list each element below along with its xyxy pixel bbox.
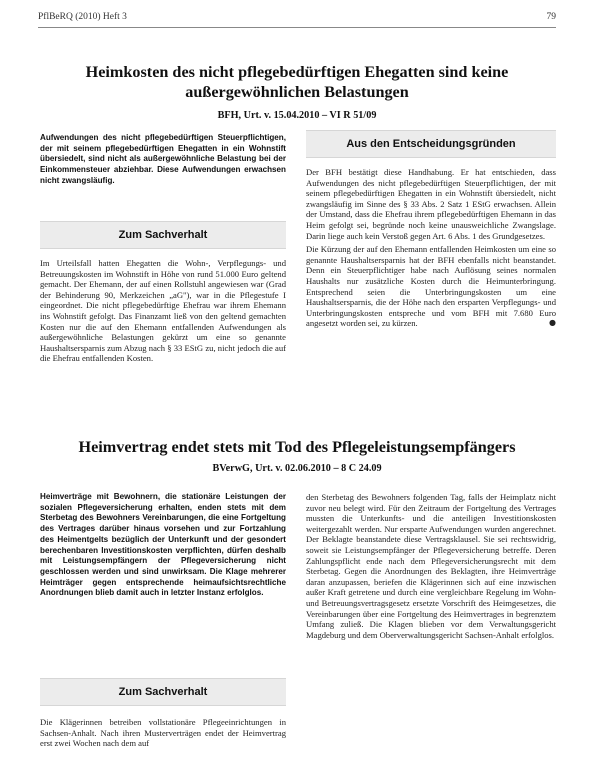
article1-left-column	[40, 133, 286, 190]
article1-citation: BFH, Urt. v. 15.04.2010 – VI R 51/09	[217, 110, 377, 121]
article2-right-text: den Sterbetag des Bewohners folgenden Tag, falls der Heimplatz nicht zuvor neu belegt wird. Für den Zeitraum der Fortgeltung des Vertrages mussten die Unterkunfts- und die anteiligen Investitionskosten weitergezahlt werden. Nur ersparte Aufwendungen wurden angerechnet. Der Beklagte beanstandete diese Vertragsklausel. Sie sei rechtswidrig, soweit sie Leistungsempfänger der Pflegeversicherung betreffe. Deren Zahlungspflicht ende nach dem Pflegeversicherungsrecht mit dem Sterbetag. Gegen die Anordnungen des Beklagten, ihre Heimverträge daran anzupassen, beriefen die Klägerinnen sich auf eine inzwischen außer Kraft getretene und durch eine vergleichbare Regelung im Wohn- und Betreuungsvertragsgesetz ersetzte Vorschrift des Heimgesetzes, die Vereinbarungen über eine Fortgeltung des Heimvertrages in begrenztem Umfang zuließ. Die Klagen blieben vor dem Verwaltungsgericht Magdeburg und dem Oberverwaltungsgericht Sachsen-Anhalt erfolglos.	[306, 492, 556, 640]
journal-issue: PflBeRQ (2010) Heft 3	[38, 12, 127, 22]
article1-sachverhalt-text	[40, 258, 286, 367]
running-head	[38, 12, 556, 26]
article2-sachverhalt: Die Klägerinnen betreiben vollstationäre Pflegeeinrichtungen in Sachsen-Anhalt. Nach ihren Musterverträgen endet der Heimvertrag erst zwei Wochen nach dem auf	[40, 717, 286, 749]
page-number: 79	[546, 12, 556, 22]
article2-citation: BVerwG, Urt. v. 02.06.2010 – 8 C 24.09	[212, 463, 382, 474]
article2-left-column	[40, 492, 286, 602]
article1-section-gruende: Aus den Entscheidungsgründen	[306, 130, 556, 158]
article1-gruende-para1: Der BFH bestätigt diese Handhabung. Er hat entschieden, dass Aufwendungen des nicht pflegebedürftigen Steuerpflichtigen, der mit seinem pflegebedürftigen Ehegatten in ein Wohnstift übersiedelt, nicht zwangsläufig im Sinne des § 33 Abs. 2 Satz 1 EStG erwachsen. Allein der Umstand, dass die Ehefrau ihrem pflegebedürftigen Ehemann in das Heim gefolgt sei, begründe noch keine unausweichliche Zwangslage. Darin liege auch kein Verstoß gegen Art. 6 Abs. 1 des Grundgesetzes.	[306, 167, 556, 241]
article2-title: Heimvertrag endet stets mit Tod des Pflegeleistungsempfängers	[78, 438, 516, 456]
article1-title: Heimkosten des nicht pflegebedürftigen Ehegatten sind keine außergewöhnlichen Belastungen	[85, 63, 509, 101]
article2-right-column	[306, 492, 556, 643]
header-rule	[38, 27, 556, 28]
article2-sachverhalt-text	[40, 717, 286, 752]
article2-lead: Heimverträge mit Bewohnern, die stationäre Leistungen der sozialen Pflegeversicherung erhalten, enden stets mit dem Sterbetag des Bewohners Vereinbarungen, die eine Fortgeltung des Vertrages darüber hinaus vorsehen und zur Fortzahlung des Heimentgelts bezüglich der Unterkunft und der gesondert berechenbaren Investitionskosten verpflichten, dürfen deshalb mit Leistungsempfängern der Pflegeversicherung nicht geschlossen werden und sind unwirksam. Die Klage mehrerer Heimträger gegen entsprechende heimaufsichtsrechtliche Anordnungen blieb damit auch in letzter Instanz erfolglos.	[40, 492, 286, 598]
article1-lead: Aufwendungen des nicht pflegebedürftigen Steuerpflichtigen, der mit seinem pflegebedürftigen Ehegatten in ein Wohnstift übersiedelt, sind nicht als außergewöhnliche Belastung bei der Einkommensteuer abziehbar. Diese Aufwendungen erwachsen nicht zwangsläufig.	[40, 133, 286, 185]
article1-right-column	[306, 167, 556, 332]
article1-sachverhalt: Im Urteilsfall hatten Ehegatten die Wohn-, Verpflegungs- und Betreuungskosten im Wohnstift in Höhe von rund 51.000 Euro geltend gemacht. Der Ehemann, der auf einen Rollstuhl angewiesen war (Grad der Behinderung 90, Merkzeichen „aG"), war in die Pflegestufe I eingeordnet. Die nicht pflegebedürftige Ehefrau war ihrem Ehemann ins Wohnstift gefolgt. Das Finanzamt ließ von den geltend gemachten Kosten nur die auf den Ehemann entfallenden Aufwendungen als außergewöhnliche Belastungen gekürzt um eine so genannte Haushaltsersparnis zum Abzug nach § 33 EStG zu, nicht jedoch die auf die Ehefrau entfallenden Kosten.	[40, 258, 286, 364]
article1-gruende-para2: Die Kürzung der auf den Ehemann entfallenden Heimkosten um eine so genannte Haushaltsersparnis hat der BFH ebenfalls nicht beanstandet. Denn ein Steuerpflichtiger habe nach Auflösung seines normalen Haushalts nur zusätzliche Kosten durch die Heimunterbringung. Entsprechend seien die Unterbringungskosten um eine Haushaltsersparnis, die der Höhe nach den ersparten Verpflegungs- und Unterbringungskosten entspreche und vom BFH mit 7.680 Euro angesetzt worden sei, zu kürzen. ●	[306, 244, 556, 329]
end-of-article-icon: ●	[549, 318, 556, 328]
article1-section-sachverhalt: Zum Sachverhalt	[40, 221, 286, 249]
article2-section-sachverhalt: Zum Sachverhalt	[40, 678, 286, 706]
